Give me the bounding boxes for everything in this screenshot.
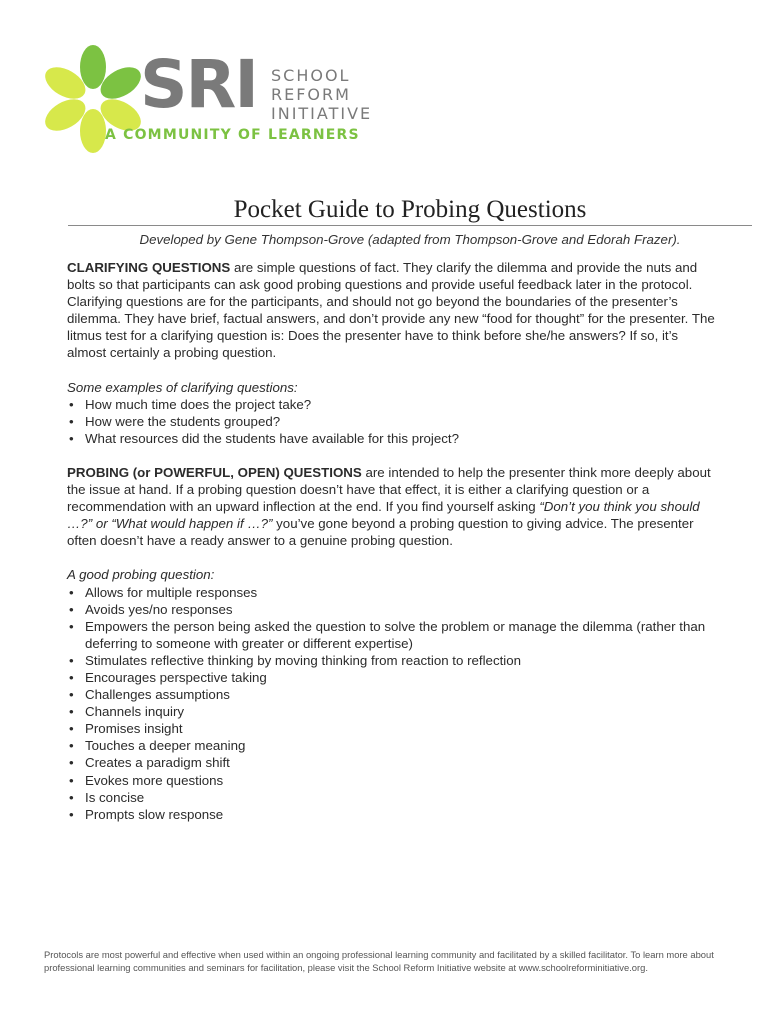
list-item: • Creates a paradigm shift bbox=[67, 754, 717, 771]
list-item: • How were the students grouped? bbox=[67, 413, 717, 430]
logo-tagline: A COMMUNITY OF LEARNERS bbox=[105, 127, 360, 143]
clarifying-text: are simple questions of fact. They clarify the dilemma and provide the nuts and bolts so that participants can ask good probing questions and provide useful feedback later in the protocol. Clarifying questions are for the participants, and should not go beyond the boundaries of the presenter’s dilemma. They have brief, factual answers, and don’t provide any new “food for thought” for the presenter. The litmus test for a clarifying question is: Does the presenter have to think before she/he answers? If so, it’s almost certainly a probing question. bbox=[67, 260, 715, 361]
list-item: • Is concise bbox=[67, 789, 717, 806]
logo-word: INITIATIVE bbox=[271, 104, 373, 123]
examples-intro: Some examples of clarifying questions: bbox=[67, 379, 298, 395]
logo-mark: SRI bbox=[140, 46, 257, 123]
probing-text: are intended to help the presenter think more deeply about the issue at hand. If a probing question doesn’t have that effect, it is either a clarifying question or a recommendation with an upward inflection at the end. If you find yourself asking bbox=[67, 464, 711, 515]
sri-logo bbox=[38, 44, 373, 154]
probing-paragraph bbox=[67, 464, 717, 549]
clarifying-lead: CLARIFYING QUESTIONS bbox=[67, 260, 231, 275]
list-item: • Empowers the person being asked the question to solve the problem or manage the dilemma (rather than deferring to someone with greater or different expertise) bbox=[67, 618, 717, 652]
main-content bbox=[67, 259, 717, 823]
list-item: • Avoids yes/no responses bbox=[67, 601, 717, 618]
qualities-list bbox=[67, 584, 717, 823]
list-item: • Channels inquiry bbox=[67, 703, 717, 720]
list-item: • Prompts slow response bbox=[67, 806, 717, 823]
list-item: • Challenges assumptions bbox=[67, 686, 717, 703]
list-item: • Promises insight bbox=[67, 720, 717, 737]
logo-wordmark bbox=[271, 66, 372, 123]
logo-word: SCHOOL bbox=[271, 66, 351, 85]
probing-lead: PROBING (or POWERFUL, OPEN) QUESTIONS bbox=[67, 464, 362, 480]
list-item: • Evokes more questions bbox=[67, 772, 717, 789]
list-item: • How much time does the project take? bbox=[67, 396, 717, 413]
page-title: Pocket Guide to Probing Questions bbox=[68, 196, 752, 226]
clarifying-paragraph bbox=[67, 259, 717, 362]
probing-italic: “Don’t you think you should …?” or “What would happen if …?” bbox=[67, 499, 700, 532]
qualities-intro: A good probing question: bbox=[67, 567, 215, 583]
examples-list bbox=[67, 396, 717, 447]
footer-note: Protocols are most powerful and effective when used within an ongoing professional learning community and facilitated by a skilled facilitator. To learn more about professional learning communities and seminars for facilitation, please visit the School Reform Initiative website at www.schoolreforminitiative.org. bbox=[44, 949, 714, 973]
list-item: • Stimulates reflective thinking by moving thinking from reaction to reflection bbox=[67, 652, 717, 669]
logo-word: REFORM bbox=[271, 85, 351, 104]
list-item: • Touches a deeper meaning bbox=[67, 737, 717, 754]
list-item: • Allows for multiple responses bbox=[67, 584, 717, 601]
probing-text: you’ve gone beyond a probing question to giving advice. The presenter often doesn’t have a ready answer to a genuine probing question. bbox=[67, 516, 694, 549]
byline: Developed by Gene Thompson-Grove (adapted from Thompson-Grove and Edorah Frazer). bbox=[139, 232, 681, 247]
list-item: • What resources did the students have available for this project? bbox=[67, 430, 717, 447]
list-item: • Encourages perspective taking bbox=[67, 669, 717, 686]
